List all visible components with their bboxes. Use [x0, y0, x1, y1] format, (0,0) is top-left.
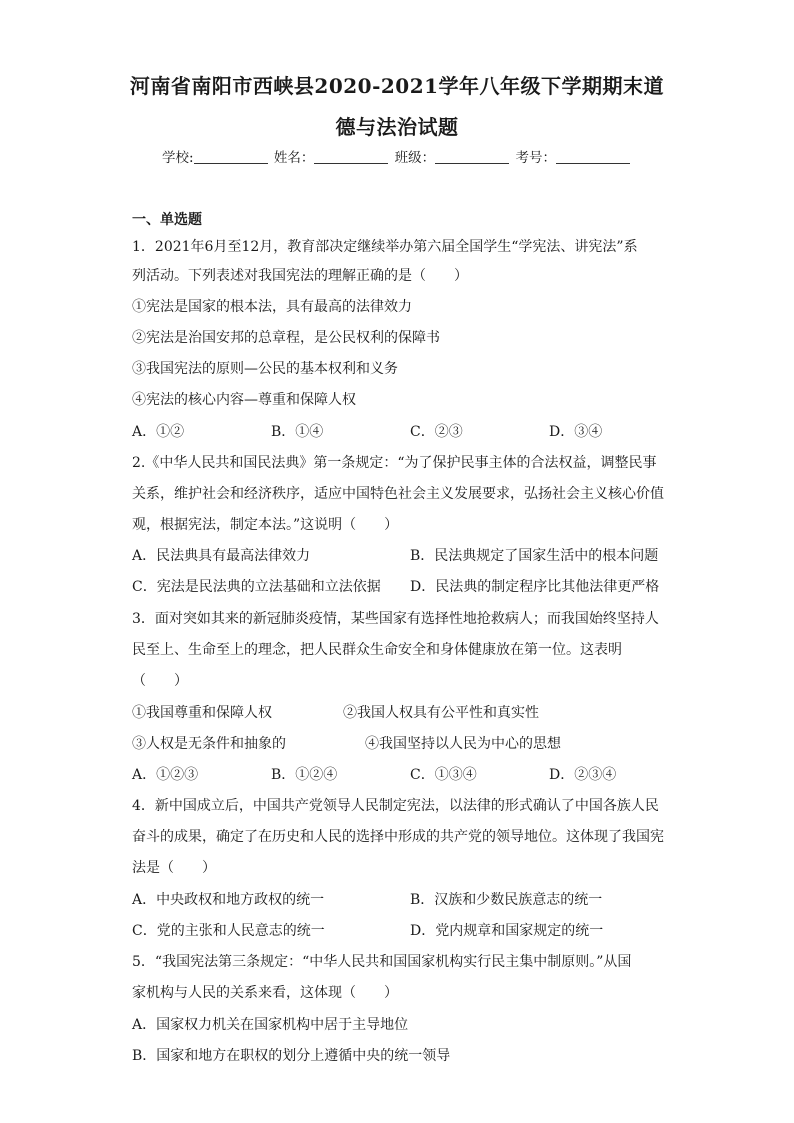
class-label: 班级： — [394, 150, 436, 166]
q3-stem-line1: 3．面对突如其来的新冠肺炎疫情，某些国家有选择性地抢救病人；而我国始终坚持人 — [132, 611, 659, 627]
class-blank — [435, 150, 509, 164]
exam-title-line2: 德与法治试题 — [335, 115, 459, 139]
q5-stem-line1: 5．“我国宪法第三条规定：“中华人民共和国国家机构实行民主集中制原则。”从国 — [132, 954, 632, 970]
name-label: 姓名： — [273, 150, 315, 166]
q3-option-d: D．②③④ — [549, 767, 617, 783]
q1-statement-1: ①宪法是国家的根本法，具有最高的法律效力 — [132, 299, 412, 315]
section-heading: 一、单选题 — [132, 212, 202, 228]
q3-statement-2: ②我国人权具有公平性和真实性 — [343, 705, 539, 721]
q2-option-a: A．民法典具有最高法律效力 — [132, 548, 311, 564]
name-blank — [314, 150, 388, 164]
school-label: 学校: — [162, 150, 194, 166]
q4-option-a: A．中央政权和地方政权的统一 — [132, 892, 325, 908]
q3-statement-3: ③人权是无条件和抽象的 — [132, 736, 286, 752]
exam-title-line1: 河南省南阳市西峡县2020-2021学年八年级下学期期末道 — [129, 74, 665, 98]
q1-statement-3: ③我国宪法的原则—公民的基本权利和义务 — [132, 361, 398, 377]
q3-stem-line3: （ ） — [132, 673, 188, 689]
q3-stem-line2: 民至上、生命至上的理念，把人民群众生命安全和身体健康放在第一位。这表明 — [132, 642, 622, 658]
q5-option-a: A．国家权力机关在国家机构中居于主导地位 — [132, 1017, 409, 1033]
q1-option-d: D．③④ — [549, 424, 603, 440]
q1-option-c: C．②③ — [410, 424, 463, 440]
q2-stem-line1: 2.《中华人民共和国民法典》第一条规定：“为了保护民事主体的合法权益，调整民事 — [132, 455, 657, 471]
q5-option-b: B．国家和地方在职权的划分上遵循中央的统一领导 — [132, 1048, 451, 1064]
q1-statement-2: ②宪法是治国安邦的总章程，是公民权利的保障书 — [132, 330, 440, 346]
q4-option-b: B．汉族和少数民族意志的统一 — [410, 892, 603, 908]
q1-option-b: B．①④ — [271, 424, 324, 440]
q1-stem-line1: 1．2021年6月至12月，教育部决定继续举办第六届全国学生“学宪法、讲宪法”系 — [132, 239, 638, 255]
q4-option-c: C．党的主张和人民意志的统一 — [132, 923, 325, 939]
q2-option-b: B．民法典规定了国家生活中的根本问题 — [410, 548, 659, 564]
q1-statement-4: ④宪法的核心内容—尊重和保障人权 — [132, 392, 356, 408]
q5-stem-line2: 家机构与人民的关系来看，这体现（ ） — [132, 985, 398, 1001]
q4-stem-line1: 4．新中国成立后，中国共产党领导人民制定宪法，以法律的形式确认了中国各族人民 — [132, 798, 659, 814]
q1-stem-line2: 列活动。下列表述对我国宪法的理解正确的是（ ） — [132, 268, 468, 284]
school-blank — [194, 150, 268, 164]
q3-option-c: C．①③④ — [410, 767, 477, 783]
q3-option-b: B．①②④ — [271, 767, 338, 783]
student-info-row — [0, 146, 794, 166]
q1-option-a: A．①② — [132, 424, 185, 440]
q4-stem-line3: 法是（ ） — [132, 860, 216, 876]
q2-stem-line3: 观，根据宪法，制定本法。”这说明（ ） — [132, 517, 399, 533]
q4-option-d: D．党内规章和国家规定的统一 — [410, 923, 604, 939]
q2-option-d: D．民法典的制定程序比其他法律更严格 — [410, 579, 660, 595]
q3-statement-1: ①我国尊重和保障人权 — [132, 705, 272, 721]
number-label: 考号： — [515, 150, 556, 166]
q2-option-c: C．宪法是民法典的立法基础和立法依据 — [132, 579, 381, 595]
q4-stem-line2: 奋斗的成果，确定了在历史和人民的选择中形成的共产党的领导地位。这体现了我国宪 — [132, 829, 664, 845]
q3-statement-4: ④我国坚持以人民为中心的思想 — [365, 736, 561, 752]
q3-option-a: A．①②③ — [132, 767, 199, 783]
q2-stem-line2: 关系，维护社会和经济秩序，适应中国特色社会主义发展要求，弘扬社会主义核心价值 — [132, 486, 664, 502]
number-blank — [556, 150, 630, 164]
